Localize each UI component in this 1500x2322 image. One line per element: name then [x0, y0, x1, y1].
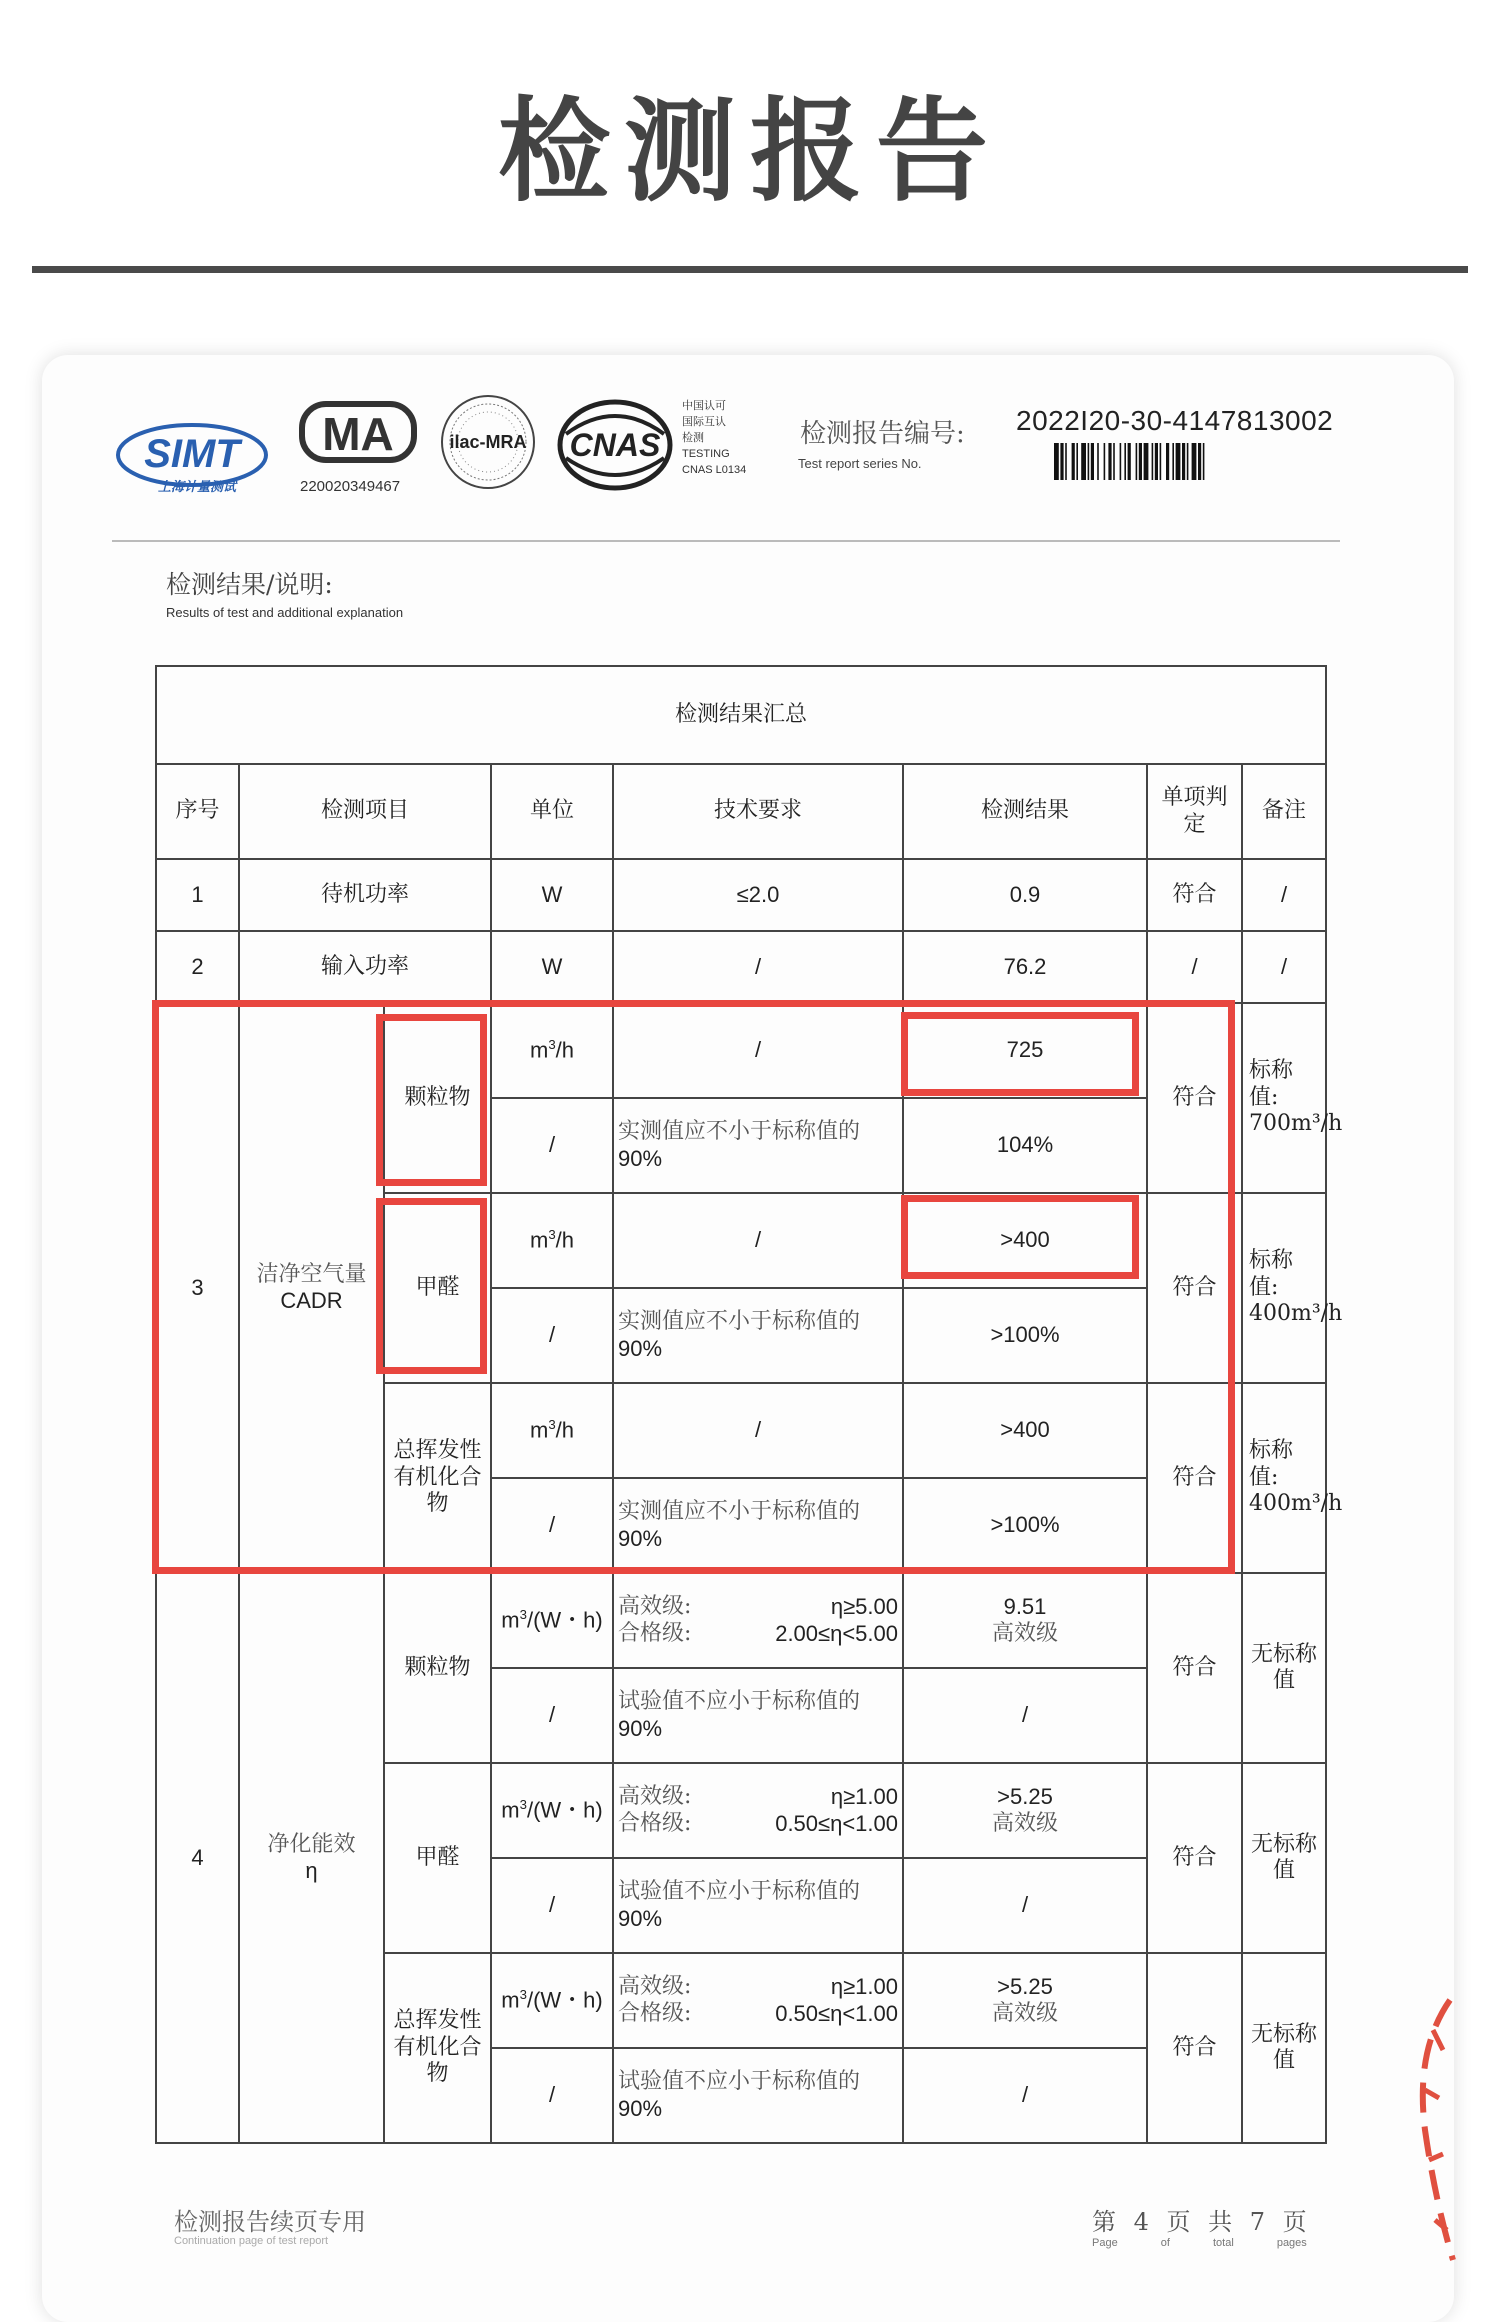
result-value: 9.51 [1003, 1594, 1047, 1620]
cell-result: 76.2 [903, 931, 1147, 1003]
cell-requirement: / [613, 1003, 903, 1098]
cell-no: 4 [156, 1573, 239, 2143]
header-unit: 单位 [491, 764, 613, 859]
table-row [156, 1573, 1326, 1668]
highlight-formaldehyde-result [901, 1195, 1139, 1279]
cell-result [903, 1953, 1147, 2048]
simt-subtitle: 上海计量测试 [158, 480, 237, 495]
cell-requirement: ≤2.0 [613, 859, 903, 931]
ilac-mra-logo [438, 392, 538, 492]
cell-verdict: / [1147, 931, 1242, 1003]
simt-logo-text: SIMT [144, 432, 240, 476]
cell-result: / [903, 2048, 1147, 2143]
cell-result: >400 [903, 1193, 1147, 1288]
cell-remark: 无标称值 [1242, 1953, 1326, 2143]
cell-verdict: 符合 [1147, 1763, 1242, 1953]
requirement-text: 实测值应不小于标称值的 [618, 1119, 861, 1145]
requirement-percent: 90% [618, 1525, 663, 1551]
cnas-line: CNAS L0134 [682, 464, 747, 476]
result-value: >5.25 [997, 1784, 1053, 1810]
highlight-particulate-label [376, 1014, 487, 1186]
cell-requirement: / [613, 1193, 903, 1288]
cell-remark: 无标称值 [1242, 1763, 1326, 1953]
footer-left: 检测报告续页专用 [174, 2208, 366, 2236]
requirement-percent: 90% [618, 1905, 663, 1931]
cell-verdict: 符合 [1147, 1573, 1242, 1763]
highlight-particulate-result [901, 1012, 1139, 1096]
cell-subitem: 颗粒物 [384, 1003, 491, 1193]
cell-no: 1 [156, 859, 239, 931]
cell-verdict: 符合 [1147, 1953, 1242, 2143]
cell-subitem: 甲醛 [384, 1763, 491, 1953]
cell-result: 725 [903, 1003, 1147, 1098]
cell-remark: 标称值: 400m³/h [1242, 1383, 1326, 1573]
seal-stamp-fragment [1395, 1990, 1455, 2270]
requirement-percent: 90% [618, 2095, 663, 2121]
report-number-label-en: Test report series No. [798, 456, 922, 471]
grade-label: 合格级: [618, 2000, 692, 2026]
header-item: 检测项目 [239, 764, 491, 859]
cell-requirement [613, 1953, 903, 2048]
cell-requirement [613, 1668, 903, 1763]
efficiency-symbol: η [305, 1858, 318, 1883]
highlight-formaldehyde-label [376, 1198, 487, 1374]
barcode [1054, 443, 1308, 480]
result-grade: 高效级 [991, 1620, 1058, 1646]
cell-requirement [613, 2048, 903, 2143]
requirement-text: 实测值应不小于标称值的 [618, 1309, 861, 1335]
cell-result [903, 1763, 1147, 1858]
grade-value: 2.00≤η<5.00 [775, 1620, 898, 1646]
cell-unit: W [491, 931, 613, 1003]
cell-result: 104% [903, 1098, 1147, 1193]
table-title: 检测结果汇总 [156, 666, 1326, 764]
requirement-text: 实测值应不小于标称值的 [618, 1499, 861, 1525]
page-title: 检测报告 [498, 87, 1002, 217]
grade-value: η≥5.00 [830, 1594, 898, 1620]
cell-unit: $m^3/h$ [491, 1383, 613, 1478]
cell-verdict: 符合 [1147, 1383, 1242, 1573]
header-remark: 备注 [1242, 764, 1326, 859]
cell-verdict: 符合 [1147, 1193, 1242, 1383]
cell-item [239, 1573, 384, 2143]
cell-requirement [613, 1573, 903, 1668]
header-no: 序号 [156, 764, 239, 859]
cell-item: 输入功率 [239, 931, 491, 1003]
requirement-percent: 90% [618, 1715, 663, 1741]
cell-subitem: 总挥发性有机化合物 [384, 1953, 491, 2143]
grade-label: 合格级: [618, 1810, 692, 1836]
cell-requirement: / [613, 1383, 903, 1478]
requirement-text: 试验值不应小于标称值的 [618, 2069, 861, 2095]
cell-remark: / [1242, 931, 1326, 1003]
cell-item: 待机功率 [239, 859, 491, 931]
cell-unit: $m^3/h$ [491, 1003, 613, 1098]
header-requirement: 技术要求 [613, 764, 903, 859]
result-grade: 高效级 [991, 1810, 1058, 1836]
cell-result [903, 1573, 1147, 1668]
cell-unit: / [491, 1098, 613, 1193]
cell-verdict: 符合 [1147, 859, 1242, 931]
cell-remark: 标称值: 700m³/h [1242, 1003, 1326, 1193]
grade-value: η≥1.00 [830, 1784, 898, 1810]
report-number-label: 检测报告编号: [800, 419, 965, 449]
cma-logo [298, 398, 418, 468]
cell-no: 2 [156, 931, 239, 1003]
cell-remark: / [1242, 859, 1326, 931]
result-value: >5.25 [997, 1974, 1053, 2000]
cell-remark: 标称值: 400m³/h [1242, 1193, 1326, 1383]
requirement-percent: 90% [618, 1145, 663, 1171]
cell-result: >400 [903, 1383, 1147, 1478]
cell-unit: / [491, 2048, 613, 2143]
requirement-text: 试验值不应小于标称值的 [618, 1879, 861, 1905]
header-result: 检测结果 [903, 764, 1147, 859]
title-divider [32, 266, 1468, 273]
efficiency-label: 净化能效 [267, 1831, 356, 1857]
cnas-logo-text: CNAS [569, 427, 661, 463]
cma-logo-text: MA [322, 408, 394, 460]
grade-label: 合格级: [618, 1620, 692, 1646]
requirement-percent: 90% [618, 1335, 663, 1361]
header-divider [112, 540, 1340, 542]
header-verdict: 单项判定 [1147, 764, 1242, 859]
cell-verdict: 符合 [1147, 1003, 1242, 1193]
report-number: 2022I20-30-4147813002 [1016, 405, 1334, 436]
cell-requirement: / [613, 931, 903, 1003]
cell-unit: $m^3/h$ [491, 1193, 613, 1288]
cma-number: 220020349467 [300, 478, 401, 495]
cnas-line: TESTING [682, 448, 730, 460]
cell-unit: / [491, 1668, 613, 1763]
cadr-label: 洁净空气量 [256, 1261, 367, 1287]
cell-unit: W [491, 859, 613, 931]
section-title: 检测结果/说明: [166, 570, 333, 599]
cell-result: 0.9 [903, 859, 1147, 931]
cell-subitem: 颗粒物 [384, 1573, 491, 1763]
section-title-en: Results of test and additional explanation [166, 605, 404, 620]
cell-unit: $m^3/(W$・h) [491, 1573, 613, 1668]
result-grade: 高效级 [991, 2000, 1058, 2026]
cell-unit: / [491, 1288, 613, 1383]
cadr-label-en: CADR [280, 1288, 343, 1313]
cell-requirement [613, 1763, 903, 1858]
cnas-accreditation-text [682, 398, 746, 478]
cnas-line: 检测 [682, 432, 704, 444]
grade-value: 0.50≤η<1.00 [775, 2000, 898, 2026]
cell-result: / [903, 1858, 1147, 1953]
cell-no: 3 [156, 1003, 239, 1573]
table-row [156, 859, 1326, 931]
requirement-text: 试验值不应小于标称值的 [618, 1689, 861, 1715]
cell-unit: / [491, 1858, 613, 1953]
cell-unit: / [491, 1478, 613, 1573]
table-row [156, 931, 1326, 1003]
cell-result: >100% [903, 1288, 1147, 1383]
cnas-logo [556, 398, 674, 492]
grade-value: η≥1.00 [830, 1974, 898, 2000]
grade-label: 高效级: [618, 1594, 692, 1620]
cell-unit: $m^3/(W$・h) [491, 1953, 613, 2048]
grade-label: 高效级: [618, 1974, 692, 2000]
footer-left-en: Continuation page of test report [174, 2235, 329, 2247]
cell-result: / [903, 1668, 1147, 1763]
cell-unit: $m^3/(W$・h) [491, 1763, 613, 1858]
cell-result: >100% [903, 1478, 1147, 1573]
footer-page-info-en: Page of total pages [1092, 2237, 1307, 2249]
cell-subitem: 总挥发性有机化合物 [384, 1383, 491, 1573]
cnas-line: 国际互认 [682, 416, 726, 428]
grade-label: 高效级: [618, 1784, 692, 1810]
cell-requirement [613, 1858, 903, 1953]
cell-subitem: 甲醛 [384, 1193, 491, 1383]
footer-page-info: 第 4 页 共 7 页 [1092, 2208, 1307, 2236]
grade-value: 0.50≤η<1.00 [775, 1810, 898, 1836]
ilac-logo-text: ilac-MRA [449, 432, 527, 452]
cell-remark: 无标称值 [1242, 1573, 1326, 1763]
cnas-line: 中国认可 [682, 400, 726, 412]
